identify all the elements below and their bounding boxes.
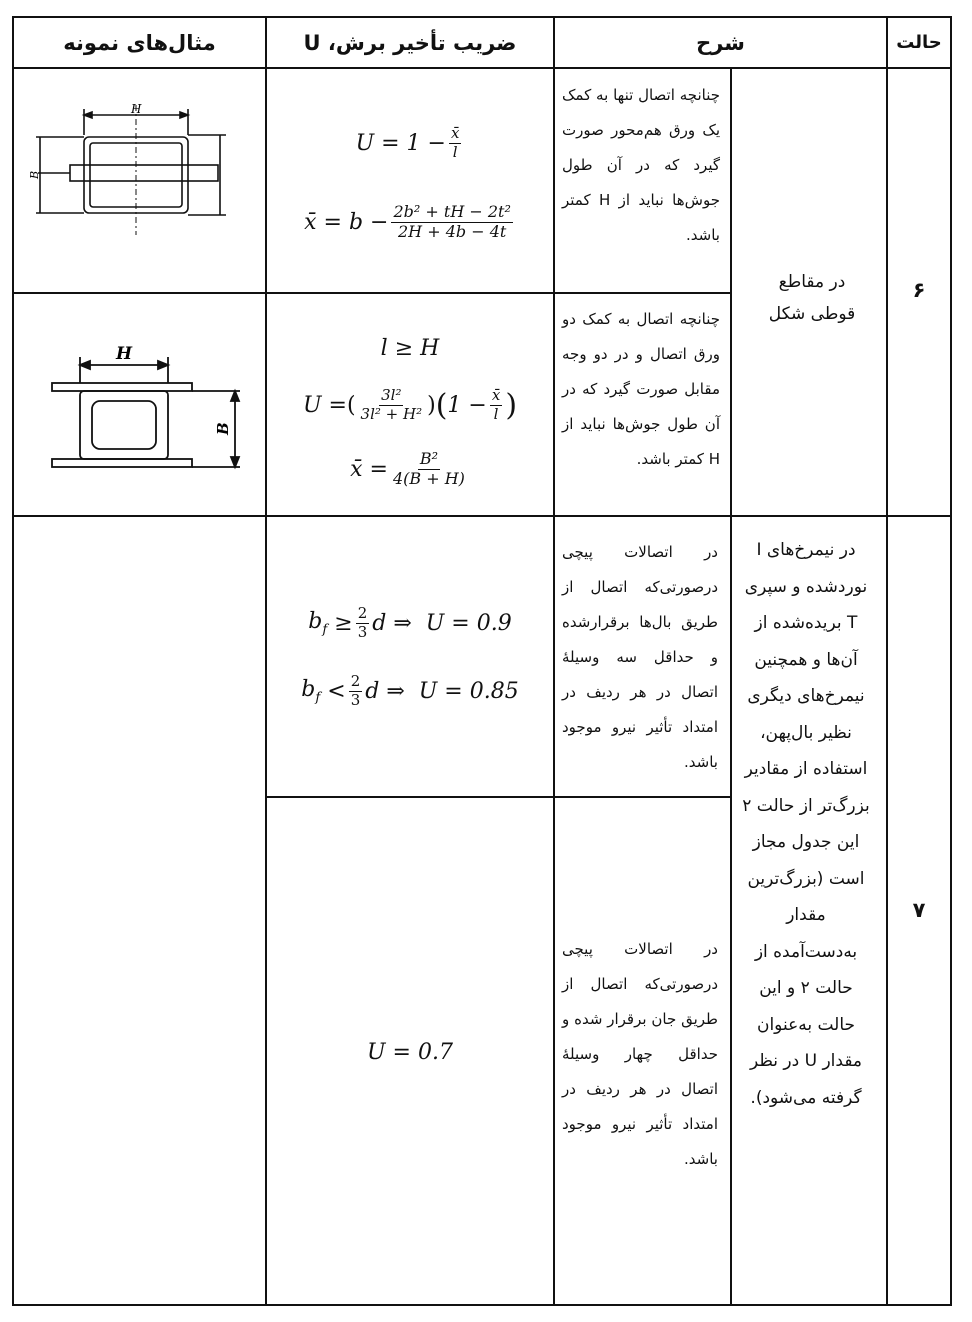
xbar-denominator: 4(B + H) — [392, 468, 465, 488]
row-sep-7a-7b — [265, 796, 731, 798]
case-7-number: ۷ — [912, 898, 926, 922]
relation-ge: ≥ — [334, 610, 353, 636]
header-description: شرح — [696, 30, 745, 55]
line1-U: U = 0.9 — [425, 610, 512, 636]
case-7-condition: در نیمرخ‌های I نوردشده و سپری T بریده‌شده از آن‌ها و همچنین نیمرخ‌های دیگری نظیر بال‌پهن، استفاده از مقادیر بزرگ‌تر از حالت ۲ این جدول مجاز است (بزرگ‌ترین مقدار به‌دست‌آمده از حالت ۲ و این حالت به‌عنوان مقدار U در نظر گرفته می‌شود). — [742, 540, 870, 1108]
xbar-numerator: 2b² + tH − 2t² — [393, 202, 511, 222]
case-6b-formula-xbar — [270, 440, 550, 498]
case-6b-formula-U: U = ( $\frac{\text{3l²}}{\text{3l² + H²}}$ ) ( 1 − $\frac{x̄}{l}$ ) — [302, 386, 518, 423]
relation-lt: < — [327, 678, 346, 704]
col-sep-condition — [730, 68, 732, 1306]
case-6a-description: چنانچه اتصال تنها به کمک یک ورق هم‌محور صورت گیرد که در آن طول جوش‌ها نباید از H کمتر باشد. — [562, 86, 720, 244]
table-border-right — [950, 16, 952, 1306]
line2-U: U = 0.85 — [418, 678, 519, 704]
header-examples: مثال‌های نمونه — [63, 30, 216, 55]
figure-label-B: B — [214, 422, 232, 435]
header-divider — [12, 67, 952, 69]
figure-label-H: H — [131, 102, 142, 116]
case-7a-formula-line1: $b_f$ ≥ $\frac{2}{3}$ d ⇒ U = 0.9 — [308, 604, 512, 641]
xbar-denominator: 2H + 4b − 4t — [398, 221, 507, 241]
col-sep-examples — [265, 16, 267, 1306]
case-7b-formula: U = 0.7 — [367, 1039, 453, 1065]
row-sep-6-7 — [12, 515, 952, 517]
xbar-numerator: B² — [419, 449, 438, 469]
header-case: حالت — [896, 32, 942, 53]
case-6-condition: در مقاطع قوطی شکل — [768, 272, 856, 324]
header-coefficient: ضریب تأخیر برش، U — [303, 30, 517, 55]
case-7a-formula-line2: $b_f$ < $\frac{2}{3}$ d ⇒ U = 0.85 — [301, 672, 519, 709]
table-border-left — [12, 16, 14, 1306]
case-7b-description: در اتصالات پیچی درصورتی‌که اتصال از طریق جان برقرار شده و حداقل چهار وسیلهٔ اتصال در هر ردیف در امتداد تأثیر نیرو موجود باشد. — [562, 940, 718, 1168]
u-denominator: 3l² + H² — [360, 404, 423, 423]
formula-xbar-lhs: x̄ = — [350, 456, 388, 482]
u-numerator: 3l² — [381, 386, 402, 405]
formula-U-lhs: U = 1 − — [355, 130, 446, 156]
figure-label-H: H — [116, 344, 133, 364]
box-section-single-plate-figure — [28, 95, 248, 245]
case-6a-formula-U: U = 1 − $\frac{x̄}{l}$ — [355, 124, 460, 161]
case-6a-formula-xbar — [270, 192, 550, 252]
case-6b-description: چنانچه اتصال به کمک دو ورق اتصال و در دو وجه مقابل صورت گیرد که در آن طول جوش‌ها نباید از H کمتر باشد. — [562, 310, 720, 468]
box-section-two-plates-figure — [40, 335, 250, 485]
figure-label-B: B — [28, 170, 41, 179]
table-border-bottom — [12, 1304, 952, 1306]
case-7a-description: در اتصالات پیچی درصورتی‌که اتصال از طریق بال‌ها برقرارشده و حداقل سه وسیلهٔ اتصال در هر ردیف در امتداد تأثیر نیرو موجود باشد. — [562, 543, 718, 771]
case-6b-formula-l: l ≥ H — [380, 335, 440, 361]
formula-xbar-lhs: x̄ = b − — [304, 209, 389, 235]
col-sep-case — [886, 16, 888, 1306]
formula-U-lhs: U = — [302, 392, 347, 418]
col-sep-coefficient — [553, 16, 555, 1306]
row-sep-6a-6b — [12, 292, 731, 294]
case-6-number: ۶ — [912, 278, 926, 302]
